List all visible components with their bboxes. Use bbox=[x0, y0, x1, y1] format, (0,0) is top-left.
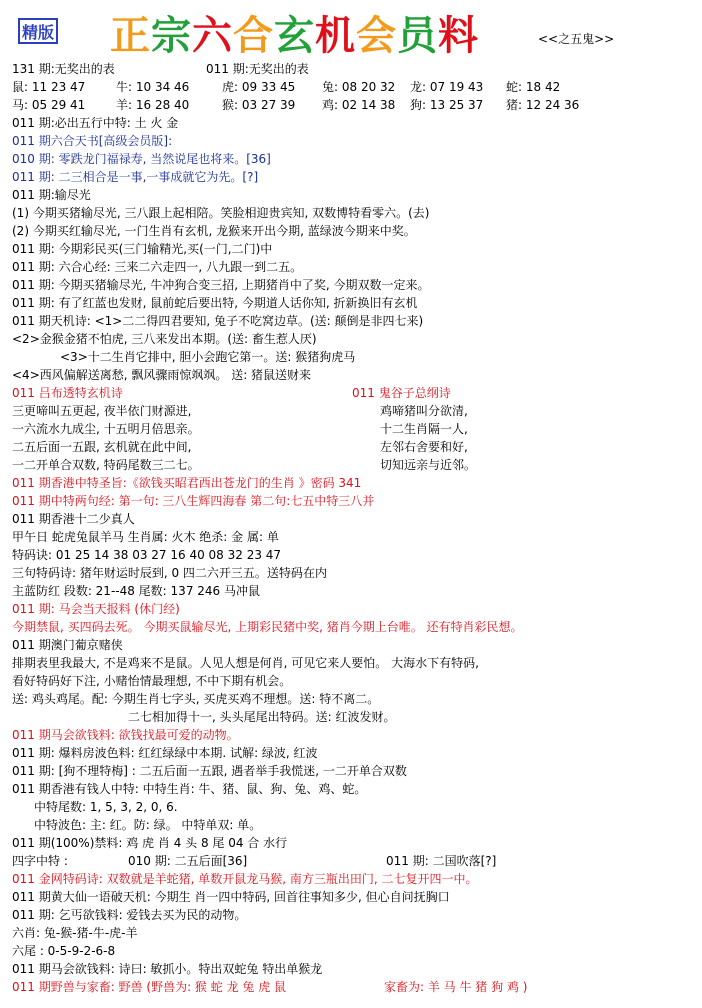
page-title bbox=[110, 4, 479, 61]
poem-left-title: 011 吕布透特玄机诗 bbox=[12, 386, 123, 400]
text-line: (1) 今期买猪输尽光, 三八跟上起相陪。笑脸相迎贵宾知, 双数博特看零六。(去) bbox=[12, 206, 430, 220]
text-line: 二七相加得十一, 头头尾尾出特码。送: 红波发财。 bbox=[128, 710, 396, 724]
title-char: 员 bbox=[397, 12, 438, 59]
title-char: 机 bbox=[315, 12, 356, 59]
row-four-mid: 010 期: 二五后面[36] bbox=[128, 854, 248, 868]
text-line: 011 期六合天书[高级会员版]: bbox=[12, 134, 173, 148]
text-line: 011 期: 马会当天报料 (休门经) bbox=[12, 602, 180, 616]
text-line: <2>金猴金猪不怕虎, 三八来发出本期。(送: 畜生惹人厌) bbox=[12, 332, 317, 346]
title-char: 六 bbox=[192, 12, 233, 59]
zodiac-cell: 羊: 16 28 40 bbox=[116, 98, 190, 112]
zodiac-cell: 猴: 03 27 39 bbox=[222, 98, 296, 112]
text-line: 011 期澳门葡京赌侠 bbox=[12, 638, 123, 652]
poem-right-line: 鸡啼猪叫分欲清, bbox=[380, 404, 468, 418]
poem-left-line: 一二开单合双数, 特码尾数三二七。 bbox=[12, 458, 200, 472]
text-line: 中特波色: 主: 红。防: 绿。 中特单双: 单。 bbox=[34, 818, 262, 832]
text-line: 特码诀: 01 25 14 38 03 27 16 40 08 32 23 47 bbox=[12, 548, 282, 562]
text-line: 011 期马会欲钱料: 诗曰: 敏抓小。特出双蛇兔 特出单猴龙 bbox=[12, 962, 323, 976]
text-line: 011 金网特码诗: 双数就是羊蛇猪, 单数开鼠龙马猴, 南方三瓶出田门, 二七复开四一中。 bbox=[12, 872, 478, 886]
text-line: (2) 今期买红输尽光, 一门生肖有玄机, 龙猴来开出今期, 蓝绿波今期来中奖。 bbox=[12, 224, 416, 238]
author-tag: <<之五鬼>> bbox=[538, 32, 615, 46]
zodiac-cell: 龙: 07 19 43 bbox=[410, 80, 484, 94]
text-line: 011 期: 有了红蓝也发财, 鼠前蛇后要出特, 今期道人话你知, 折新换旧有玄机 bbox=[12, 296, 418, 310]
zodiac-cell: 马: 05 29 41 bbox=[12, 98, 86, 112]
text-line: 011 期(100%)禁料: 鸡 虎 肖 4 头 8 尾 04 合 水行 bbox=[12, 836, 288, 850]
text-line: 011 期中特两句经: 第一句: 三八生辉四海春 第二句:七五中特三八并 bbox=[12, 494, 375, 508]
title-char: 玄 bbox=[274, 12, 315, 59]
title-char: 合 bbox=[233, 12, 274, 59]
text-line: 看好特码好下注, 小赌怡情最理想, 不中下期有机会。 bbox=[12, 674, 292, 688]
text-line: 中特尾数: 1, 5, 3, 2, 0, 6. bbox=[34, 800, 178, 814]
zodiac-cell: 鸡: 02 14 38 bbox=[322, 98, 396, 112]
poem-right-line: 十二生肖隔一人, bbox=[380, 422, 468, 436]
text-line: 011 期: [狗不理特梅] : 二五后面一五跟, 遇者举手我慌迷, 一二开单合双数 bbox=[12, 764, 407, 778]
last-line-left: 011 期野兽与家畜: 野兽 (野兽为: 猴 蛇 龙 兔 虎 鼠 bbox=[12, 980, 287, 994]
text-line: 主蓝防红 段数: 21--48 尾数: 137 246 马冲鼠 bbox=[12, 584, 260, 598]
poem-left-line: 三更啼叫五更起, 夜半依门财源进, bbox=[12, 404, 192, 418]
text-line: 011 期:输尽光 bbox=[12, 188, 91, 202]
last-line-right: 家畜为: 羊 马 牛 猪 狗 鸡 ) bbox=[384, 980, 528, 994]
logo-badge: 精版 bbox=[18, 18, 58, 44]
text-line: <3>十二生肖它排中, 胆小会跑它第一。送: 猴猪狗虎马 bbox=[60, 350, 356, 364]
text-line: 011 期:必出五行中特: 土 火 金 bbox=[12, 116, 179, 130]
text-line: 011 期: 今期彩民买(三门输精光,买(一门,二门)中 bbox=[12, 242, 273, 256]
text-line: 011 期香港十二少真人 bbox=[12, 512, 135, 526]
row-four-right: 011 期: 二国吹落[?] bbox=[386, 854, 497, 868]
text-line: 六肖: 兔-猴-猪-牛-虎-羊 bbox=[12, 926, 138, 940]
text-line: 011 期香港中特圣旨:《欲钱买昭君西出苍龙门的生肖 》密码 341 bbox=[12, 476, 362, 490]
title-char: 正 bbox=[110, 12, 151, 59]
zodiac-row-2 bbox=[12, 96, 702, 114]
zodiac-cell: 牛: 10 34 46 bbox=[116, 80, 190, 94]
text-line: 今期禁鼠, 买四码去死。 今期买鼠输尽光, 上期彩民猪中奖, 猪肖今期上台唯。 还有特肖彩民想。 bbox=[12, 620, 523, 634]
zodiac-cell: 蛇: 18 42 bbox=[506, 80, 561, 94]
zodiac-row-1 bbox=[12, 78, 702, 96]
poem-left-line: 一六流水九成尘, 十五明月倍思亲。 bbox=[12, 422, 200, 436]
zodiac-cell: 鼠: 11 23 47 bbox=[12, 80, 86, 94]
table-left-head: 131 期:无奖出的表 bbox=[12, 62, 115, 76]
text-line: 排期表里我最大, 不是鸡来不是鼠。人见人想是何肖, 可见它来人要怕。 大海水下有特码, bbox=[12, 656, 479, 670]
text-line: 011 期: 爆料房波色料: 红红绿绿中本期. 试解: 绿波, 红波 bbox=[12, 746, 318, 760]
text-line: 三句特码诗: 猪年财运时辰到, 0 四二六开三五。送特码在内 bbox=[12, 566, 327, 580]
zodiac-cell: 狗: 13 25 37 bbox=[410, 98, 484, 112]
text-line: 011 期: 二三相合是一事,一事成就它为先。[?] bbox=[12, 170, 259, 184]
text-line: 甲午日 蛇虎兔鼠羊马 生肖属: 火木 绝杀: 金 属: 单 bbox=[12, 530, 279, 544]
poem-right-title: 011 鬼谷子总纲诗 bbox=[352, 386, 451, 400]
poem-left-line: 二五后面一五跟, 玄机就在此中间, bbox=[12, 440, 192, 454]
text-line: <4>西风偏解送离愁, 飘风骤雨惊飒飒。 送: 猪鼠送财来 bbox=[12, 368, 312, 382]
text-line: 送: 鸡头鸡尾。配: 今期生肖七字头, 买虎买鸡不理想。送: 特不离二。 bbox=[12, 692, 380, 706]
title-char: 会 bbox=[356, 12, 397, 59]
poem-right-line: 左邻右舍要和好, bbox=[380, 440, 468, 454]
title-char: 料 bbox=[438, 12, 479, 59]
text-line: 六尾 : 0-5-9-2-6-8 bbox=[12, 944, 116, 958]
text-line: 011 期: 乞丐欲钱料: 爱钱去买为民的动物。 bbox=[12, 908, 247, 922]
text-line: 011 期马会欲钱料: 欲钱找最可爱的动物。 bbox=[12, 728, 239, 742]
title-char: 宗 bbox=[151, 12, 192, 59]
table-right-head: 011 期:无奖出的表 bbox=[206, 62, 309, 76]
zodiac-cell: 兔: 08 20 32 bbox=[322, 80, 396, 94]
text-line: 010 期: 零跌龙门福禄寿, 当然说尾也将来。[36] bbox=[12, 152, 271, 166]
zodiac-cell: 虎: 09 33 45 bbox=[222, 80, 296, 94]
text-line: 011 期: 六合心经: 三来二六走四一, 八九跟一到二五。 bbox=[12, 260, 303, 274]
poem-right-line: 切知远亲与近邻。 bbox=[380, 458, 477, 472]
text-line: 011 期: 今期买猪输尽光, 牛冲狗合变三招, 上期猪肖中了奖, 今期双数一定来。 bbox=[12, 278, 430, 292]
text-line: 011 期黄大仙一语破天机: 今期生 肖一四中特码, 回首往事知多少, 但心自问抚胸口 bbox=[12, 890, 450, 904]
zodiac-cell: 猪: 12 24 36 bbox=[506, 98, 580, 112]
text-line: 011 期天机诗: <1>二二得四君要知, 兔子不吃窝边草。(送: 颠倒是非四七来) bbox=[12, 314, 424, 328]
text-line: 011 期香港有钱人中特: 中特生肖: 牛、猪、鼠、狗、兔、鸡、蛇。 bbox=[12, 782, 367, 796]
row-four-label: 四字中特 : bbox=[12, 854, 68, 868]
